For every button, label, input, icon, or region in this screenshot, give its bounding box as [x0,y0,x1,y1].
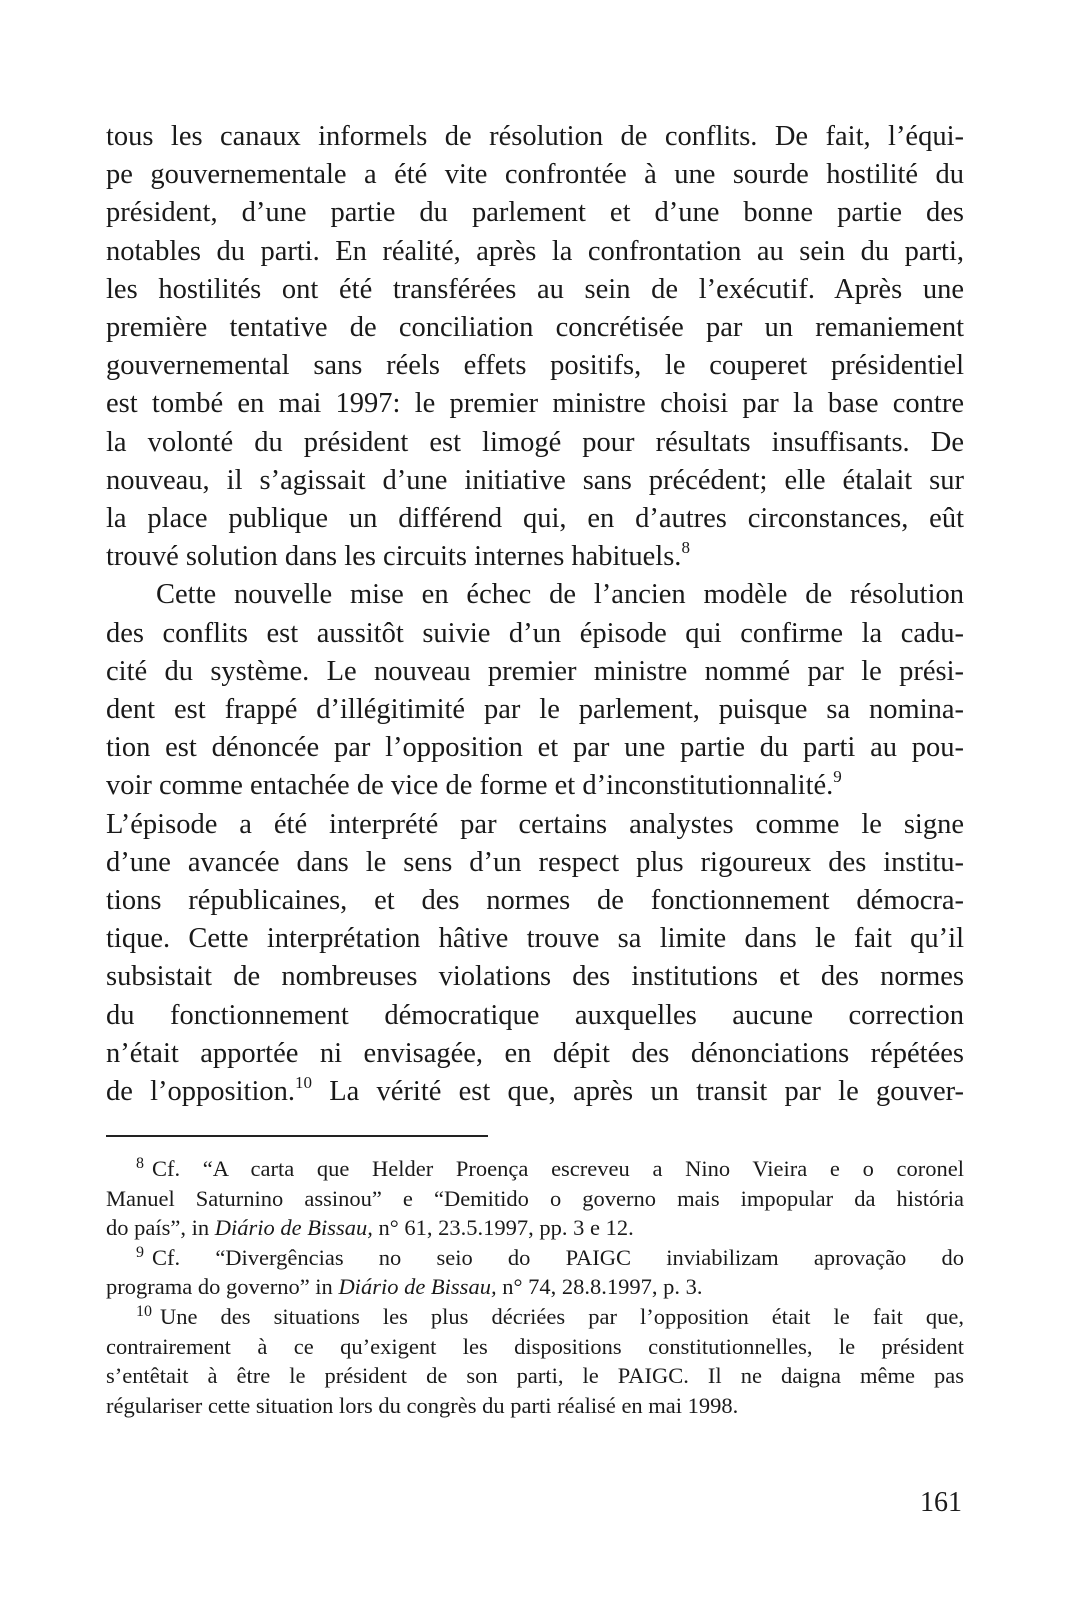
footnote-ref-10[interactable]: 10 [295,1073,313,1093]
text-line: est tombé en mai 1997: le premier ministre choisi par la base contre [106,388,964,420]
text-line: s’entêtait à être le président de son parti, le PAIGC. Il ne daigna même pas [106,1363,964,1389]
text-line [106,1302,964,1332]
text-span: trouvé solution dans les circuits internes habituels. [106,541,682,573]
text-line [106,538,964,576]
text-span: La vérité est que, après un transit par le gouver- [312,1076,965,1108]
text-line: dent est frappé d’illégitimité par le parlement, puisque sa nomina- [106,694,964,726]
footnote-9 [106,1243,964,1302]
text-span: de l’opposition. [106,1076,296,1108]
text-line: du fonctionnement démocratique auxquelles aucune correction [106,999,964,1031]
source-title: Diário de Bissau, [214,1215,373,1241]
text-span: n° 61, 23.5.1997, pp. 3 e 12. [372,1215,634,1241]
text-line: cité du système. Le nouveau premier ministre nommé par le prési- [106,655,964,687]
text-line: des conflits est aussitôt suivie d’un épisode qui confirme la cadu- [106,617,964,649]
text-line: tique. Cette interprétation hâtive trouve sa limite dans le fait qu’il [106,923,964,955]
footnote-number: 10 [136,1302,152,1320]
text-line: Manuel Saturnino assinou” e “Demitido o governo mais impopular da história [106,1185,964,1211]
text-span: Cf. “A carta que Helder Proença escreveu a Nino Vieira e o coronel [152,1156,964,1181]
text-line [106,1213,964,1243]
text-line: nouveau, il s’agissait d’une initiative sans précédent; elle étalait sur [106,464,964,496]
text-line: tous les canaux informels de résolution de conflits. De fait, l’équi- [106,121,964,152]
text-line: la place publique un différend qui, en d’autres circonstances, eût [106,503,964,535]
text-span: programa do governo” in [106,1274,339,1300]
paragraph-1 [106,118,964,576]
text-line: les hostilités ont été transférées au sein de l’exécutif. Après une [106,273,964,305]
text-line: L’épisode a été interprété par certains analystes comme le signe [106,808,964,840]
text-line: régulariser cette situation lors du congrès du parti réalisé en mai 1998. [106,1392,739,1418]
footnote-ref-8[interactable]: 8 [681,538,690,558]
footnotes [106,1154,964,1420]
text-line: la volonté du président est limogé pour résultats insuffisants. De [106,426,964,458]
text-line: contrairement à ce qu’exigent les dispositions constitutionnelles, le président [106,1333,964,1359]
text-span: Une des situations les plus décriées par l’opposition était le fait que, [160,1303,964,1329]
text-line: pe gouvernementale a été vite confrontée à une sourde hostilité du [106,159,964,191]
text-span: Cf. “Divergências no seio do PAIGC inviabilizam aprovação do [152,1244,964,1270]
text-line: tion est dénoncée par l’opposition et par une partie du parti au pou- [106,732,964,764]
footnote-separator [106,1135,488,1137]
text-line [106,767,964,805]
page-number: 161 [920,1487,962,1518]
page-body [106,118,964,1111]
text-span: do país”, in [106,1215,215,1241]
footnote-number: 9 [136,1243,144,1261]
text-span: voir comme entachée de vice de forme et d’inconstitutionnalité. [106,770,834,802]
source-title: Diário de Bissau, [338,1274,497,1300]
footnote-10 [106,1302,964,1420]
text-line: n’était apportée ni envisagée, en dépit des dénonciations répétées [106,1037,964,1069]
text-line: première tentative de conciliation concrétisée par un remaniement [106,312,964,344]
footnote-8 [106,1154,964,1243]
text-line: subsistait de nombreuses violations des institutions et des normes [106,961,964,993]
footnote-number: 8 [136,1155,144,1172]
text-line: d’une avancée dans le sens d’un respect plus rigoureux des institu- [106,846,964,878]
text-line: tions républicaines, et des normes de fonctionnement démocra- [106,885,964,917]
text-line [106,1073,964,1111]
text-line [106,1154,964,1184]
text-line: président, d’une partie du parlement et d’une bonne partie des [106,197,964,229]
text-line: notables du parti. En réalité, après la confrontation au sein du parti, [106,235,964,267]
footnote-ref-9[interactable]: 9 [833,767,842,787]
text-line [106,1243,964,1273]
text-span: n° 74, 28.8.1997, p. 3. [496,1274,703,1300]
paragraph-2 [106,576,964,1111]
text-line: gouvernemental sans réels effets positifs, le couperet présidentiel [106,350,964,382]
text-line [106,1272,964,1302]
text-line: Cette nouvelle mise en échec de l’ancien modèle de résolution [156,579,964,611]
